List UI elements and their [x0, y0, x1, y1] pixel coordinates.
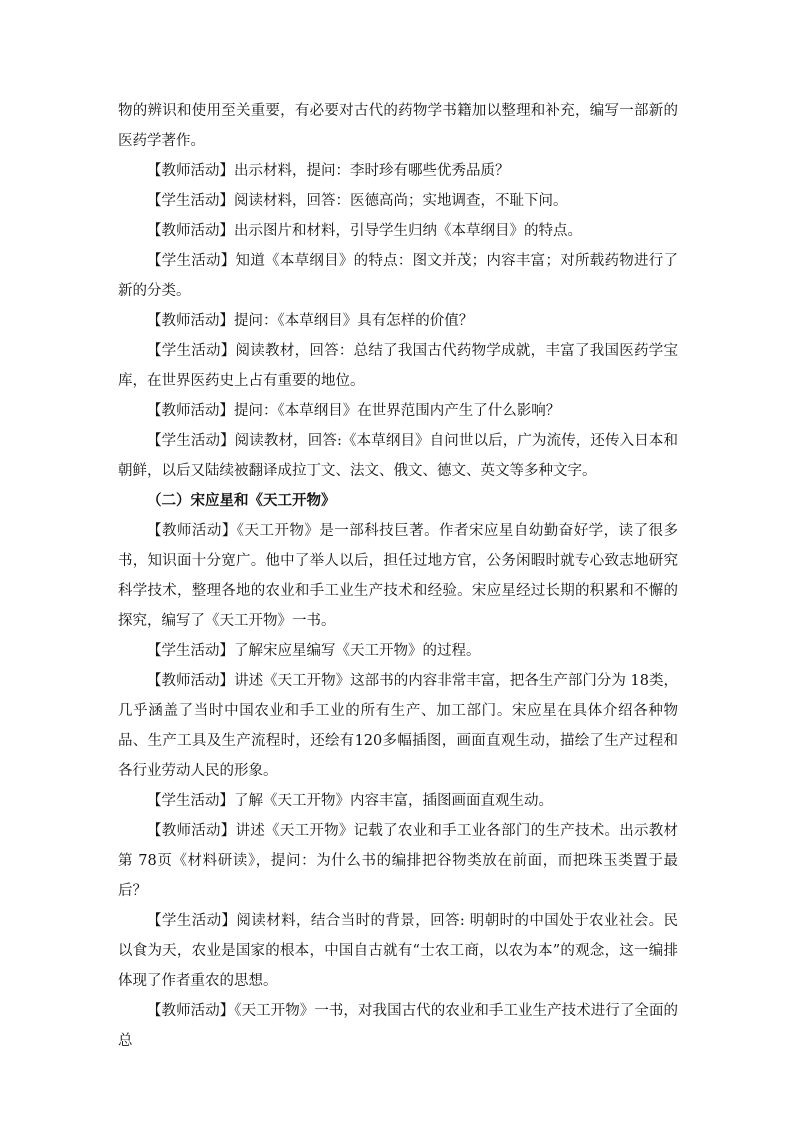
paragraph-teacher-activity: 【教师活动】提问：《本草纲目》在世界范围内产生了什么影响？: [147, 403, 561, 419]
paragraph-teacher-activity: 【教师活动】出示图片和材料，引导学生归纳《本草纲目》的特点。: [147, 223, 582, 239]
paragraph-teacher-activity: 【教师活动】提问：《本草纲目》具有怎样的价值？: [147, 313, 474, 329]
paragraph-student-activity: 【学生活动】阅读教材，回答:《本草纲目》自问世以后，广为流传，还传入日本和朝鲜，以后又陆续被翻译成拉丁文、法文、俄文、德文、英文等多种文字。: [118, 433, 678, 479]
section-heading: （二）宋应星和《天工开物》: [147, 492, 336, 509]
paragraph-student-activity: 【学生活动】了解《天工开物》内容丰富，插图画面直观生动。: [147, 793, 553, 809]
paragraph-teacher-activity: 【教师活动】《天工开物》是一部科技巨著。作者宋应星自幼勤奋好学，读了很多书，知识面十分宽广。他中了举人以后，担任过地方官，公务闲暇时就专心致志地研究科学技术，整理各地的农业和手工业生产技术和经验。宋应星经过长期的积累和不懈的探究，编写了《天工开物》一书。: [118, 523, 678, 629]
document-body: [118, 96, 678, 1056]
paragraph-continuation: 物的辨识和使用至关重要，有必要对古代的药物学书籍加以整理和补充，编写一部新的医药学著作。: [118, 103, 678, 149]
paragraph-teacher-activity: 【教师活动】讲述《天工开物》这部书的内容非常丰富，把各生产部门分为 18类，几乎涵盖了当时中国农业和手工业的所有生产、加工部门。宋应星在具体介绍各种物品、生产工具及生产流程时，还绘有120多幅插图，画面直观生动，描绘了生产过程和各行业劳动人民的形象。: [118, 673, 678, 779]
paragraph-student-activity: 【学生活动】阅读教材，回答：总结了我国古代药物学成就，丰富了我国医药学宝库，在世界医药史上占有重要的地位。: [118, 343, 678, 389]
paragraph-teacher-activity: 【教师活动】《天工开物》一书，对我国古代的农业和手工业生产技术进行了全面的总: [118, 1003, 678, 1049]
paragraph-teacher-activity: 【教师活动】讲述《天工开物》记载了农业和手工业各部门的生产技术。出示教材第 78页《材料研读》，提问：为什么书的编排把谷物类放在前面，而把珠玉类置于最后？: [118, 823, 678, 899]
paragraph-student-activity: 【学生活动】了解宋应星编写《天工开物》的过程。: [147, 643, 481, 659]
paragraph-student-activity: 【学生活动】阅读材料，回答：医德高尚；实地调查，不耻下问。: [147, 193, 568, 209]
paragraph-student-activity: 【学生活动】知道《本草纲目》的特点：图文并茂；内容丰富；对所载药物进行了新的分类。: [118, 253, 678, 299]
paragraph-teacher-activity: 【教师活动】出示材料，提问：李时珍有哪些优秀品质？: [147, 163, 510, 179]
paragraph-student-activity: 【学生活动】阅读材料，结合当时的背景，回答: 明朝时的中国处于农业社会。民以食为天，农业是国家的根本，中国自古就有“士农工商，以农为本”的观念，这一编排体现了作者重农的思想。: [118, 913, 678, 989]
